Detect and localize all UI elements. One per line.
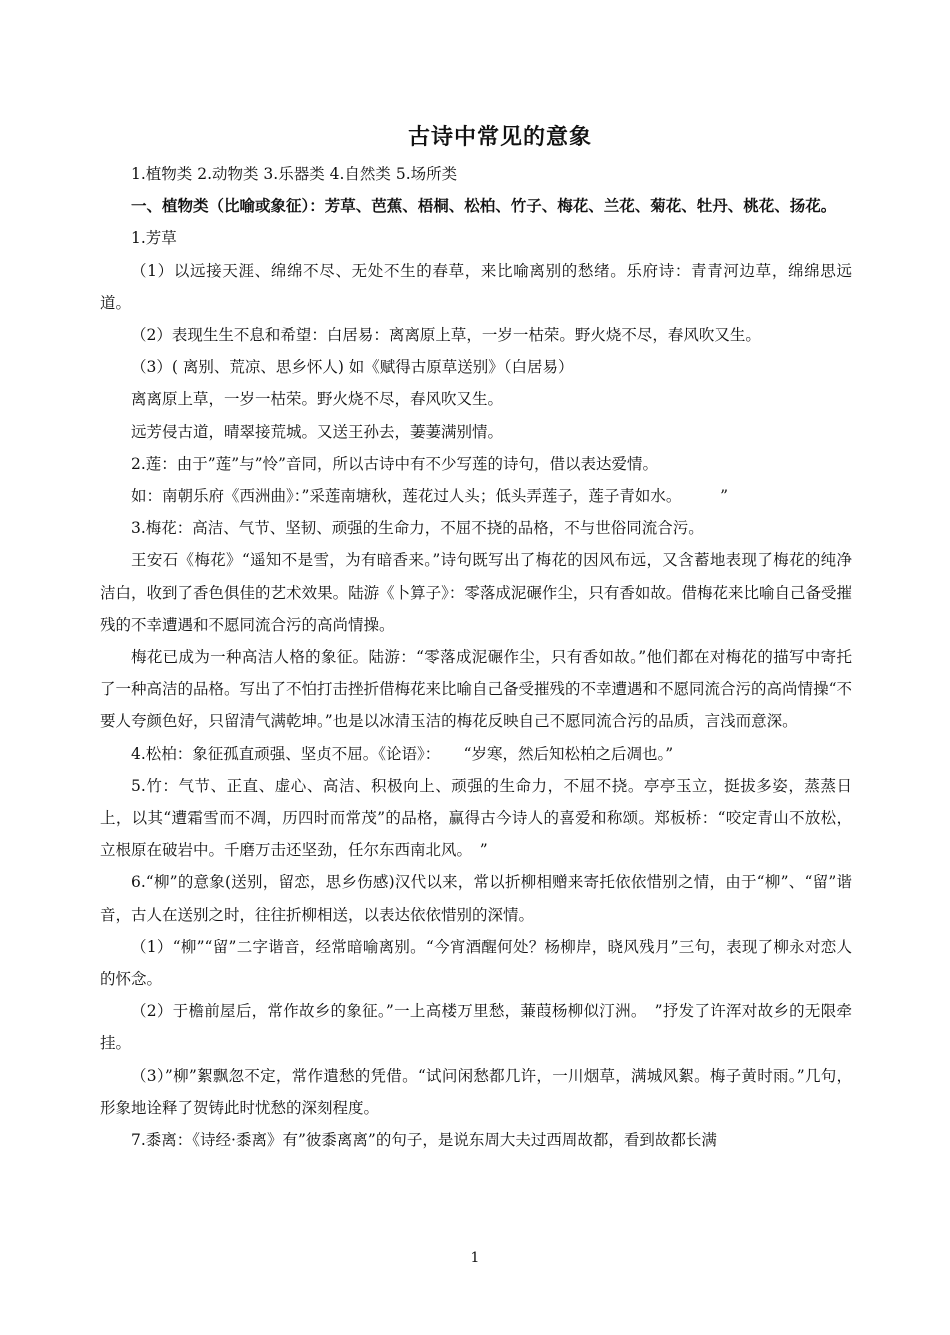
body-paragraph: 远芳侵古道，晴翠接荒城。又送王孙去，萋萋满别情。 <box>131 422 504 441</box>
body-paragraph: 如：南朝乐府《西洲曲》：”采莲南塘秋，莲花过人头；低头弄莲子，莲子青如水。 ” <box>131 487 729 506</box>
body-paragraph: 5.竹：气节、正直、虚心、高洁、积极向上、顽强的生命力，不屈不挠。亭亭玉立，挺拔多姿，蒸蒸日上，以其“遭霜雪而不凋，历四时而常茂”的品格，赢得古今诗人的喜爱和称颂。郑板桥：“咬定青山不放松，立根原在破岩中。千磨万击还坚劲，任尔东西南北风。 ” <box>100 776 852 860</box>
body-paragraph: 7.黍离：《诗经·黍离》有”彼黍离离”的句子，是说东周大夫过西周故都，看到故都长满 <box>131 1131 717 1150</box>
body-paragraph: 一、植物类（比喻或象征）：芳草、芭蕉、梧桐、松柏、竹子、梅花、兰花、菊花、牡丹、桃花、扬花。 <box>131 196 837 216</box>
body-paragraph: 2.莲：由于”莲”与”怜”音同，所以古诗中有不少写莲的诗句，借以表达爱情。 <box>131 454 658 473</box>
body-paragraph: 4.松柏：象征孤直顽强、坚贞不屈。《论语》： “岁寒，然后知松柏之后凋也。” <box>131 744 674 763</box>
body-paragraph: 1.植物类 2.动物类 3.乐器类 4.自然类 5.场所类 <box>131 165 458 183</box>
body-paragraph: （2）表现生生不息和希望：白居易：离离原上草，一岁一枯荣。野火烧不尽，春风吹又生。 <box>131 326 761 345</box>
body-paragraph: （1）以远接天涯、绵绵不尽、无处不生的春草，来比喻离别的愁绪。乐府诗：青青河边草，绵绵思远道。 <box>100 261 852 312</box>
body-paragraph: 1.芳草 <box>131 229 177 248</box>
body-paragraph: 王安石《梅花》“遥知不是雪，为有暗香来。”诗句既写出了梅花的因风布远，又含蓄地表现了梅花的纯净洁白，收到了香色俱佳的艺术效果。陆游《卜算子》：零落成泥碾作尘，只有香如故。借梅花来比喻自己备受摧残的不幸遭遇和不愿同流合污的高尚情操。 <box>100 551 852 634</box>
body-paragraph: 6.“柳”的意象(送别，留恋，思乡伤感)汉代以来，常以折柳相赠来寄托依依惜别之情，由于“柳”、“留”谐音，古人在送别之时，往往折柳相送，以表达依依惜别的深情。 <box>100 873 852 924</box>
document-title: 古诗中常见的意象 <box>407 124 592 150</box>
body-paragraph: （1）“柳”“留”二字谐音，经常暗喻离别。“今宵酒醒何处？杨柳岸，晓风残月”三句，表现了柳永对恋人的怀念。 <box>100 937 852 989</box>
body-paragraph: 3.梅花：高洁、气节、坚韧、顽强的生命力，不屈不挠的品格，不与世俗同流合污。 <box>131 519 704 538</box>
page-number: 1 <box>470 1250 480 1266</box>
document-body <box>100 158 852 1156</box>
body-paragraph: 离离原上草，一岁一枯荣。野火烧不尽，春风吹又生。 <box>131 390 504 409</box>
body-paragraph: 梅花已成为一种高洁人格的象征。陆游：“零落成泥碾作尘，只有香如故。”他们都在对梅花的描写中寄托了一种高洁的品格。写出了不怕打击挫折借梅花来比喻自己备受摧残的不幸遭遇和不愿同流合污的高尚情操“不要人夸颜色好，只留清气满乾坤。”也是以冰清玉洁的梅花反映自己不愿同流合污的品质，言浅而意深。 <box>100 648 852 731</box>
body-paragraph: （3）( 离别、荒凉、思乡怀人) 如《赋得古原草送别》（白居易） <box>131 358 574 377</box>
body-paragraph: （2）于檐前屋后，常作故乡的象征。”一上高楼万里愁，蒹葭杨柳似汀洲。 ”抒发了许浑对故乡的无限牵挂。 <box>100 1002 852 1053</box>
body-paragraph: （3）”柳”絮飘忽不定，常作遣愁的凭借。“试问闲愁都几许，一川烟草，满城风絮。梅子黄时雨。”几句，形象地诠释了贺铸此时忧愁的深刻程度。 <box>100 1066 852 1117</box>
